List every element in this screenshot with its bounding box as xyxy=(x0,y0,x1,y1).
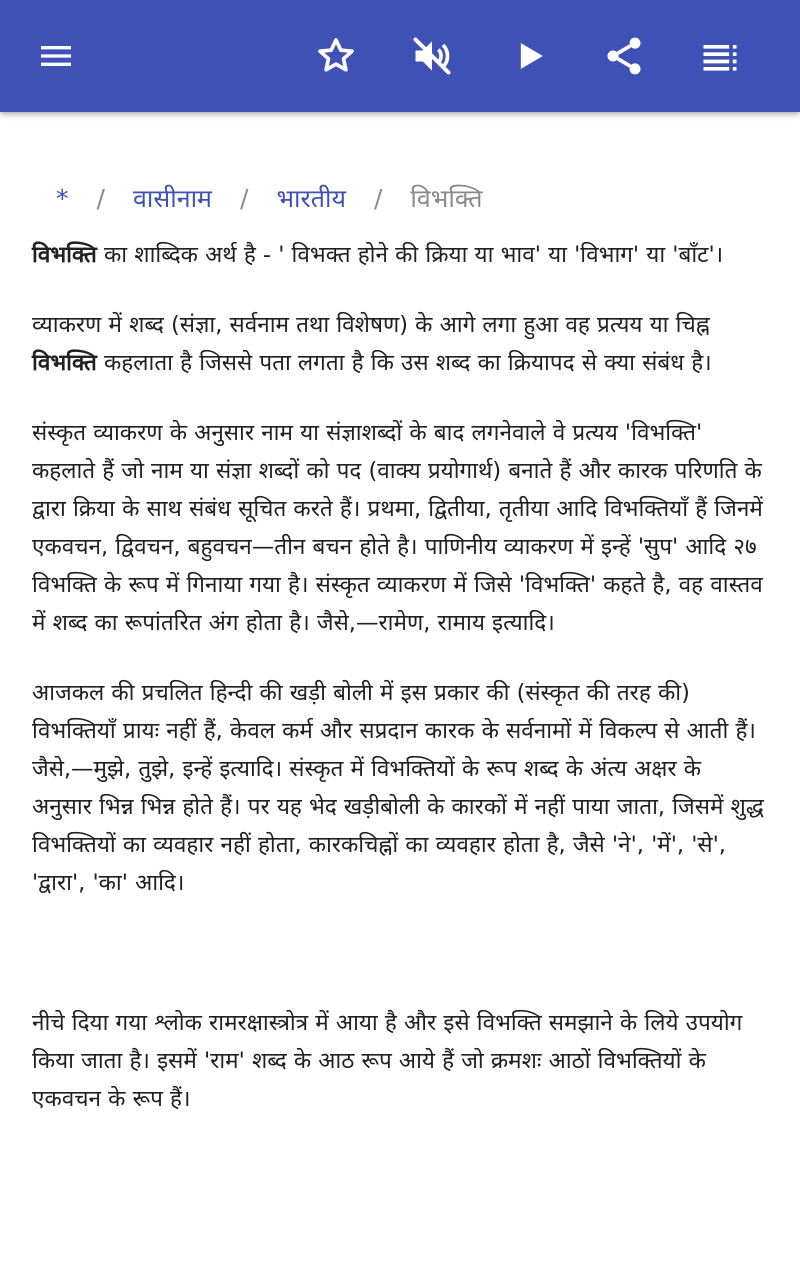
playlist-button[interactable] xyxy=(692,28,748,84)
paragraph-2 xyxy=(32,306,768,382)
breadcrumb-separator: / xyxy=(373,183,383,213)
menu-icon xyxy=(36,36,76,76)
breadcrumb-current: विभक्ति xyxy=(410,184,483,213)
term-bold: विभक्ति xyxy=(32,242,97,268)
paragraph-3: संस्कृत व्याकरण के अनुसार नाम या संज्ञाशब्दों के बाद लगनेवाले वे प्रत्यय 'विभक्ति' कहलाते हैं जो नाम या संज्ञा शब्दों को पद (वाक्य प्रयोगार्थ) बनाते हैं और कारक परिणति के द्वारा क्रिया के साथ संबंध सूचित करते हैं। प्रथमा, द्वितीया, तृतीया आदि विभक्तियाँ हैं जिनमें एकवचन, द्विवचन, बहुवचन—तीन बचन होते है। पाणिनीय व्याकरण में इन्हें 'सुप' आदि २७ विभक्ति के रूप में गिनाया गया है। संस्कृत व्याकरण में जिसे 'विभक्ति' कहते है, वह वास्तव में शब्द का रूपांतरित अंग होता है। जैसे,—रामेण, रामाय इत्यादि। xyxy=(32,420,763,636)
breadcrumb-separator: / xyxy=(96,183,105,213)
paragraph-text: का शाब्दिक अर्थ है - ' विभक्त होने की क्रिया या भाव' या 'विभाग' या 'बाँट'। xyxy=(96,242,724,268)
breadcrumb xyxy=(32,178,768,218)
article-content xyxy=(32,112,768,1118)
breadcrumb-item-vasinam[interactable]: वासीनाम xyxy=(132,184,212,213)
paragraph-5: नीचे दिया गया श्लोक रामरक्षास्त्रोत्र में आया है और इसे विभक्ति समझाने के लिये उपयोग किया जाता है। इसमें 'राम' शब्द के आठ रूप आये हैं जो क्रमशः आठों विभक्तियों के एकवचन के रूप हैं। xyxy=(32,1010,743,1112)
paragraph-4: आजकल की प्रचलित हिन्दी की खड़ी बोली में इस प्रकार की (संस्कृत की तरह की) विभक्तियाँ प्रायः नहीं हैं, केवल कर्म और सप्रदान कारक के सर्वनामों में विकल्प से आती हैं। जैसे,—मुझे, तुझे, इन्हें इत्यादि। संस्कृत में विभक्तियों के रूप शब्द के अंत्य अक्षर के अनुसार भिन्न भिन्न होते हैं। पर यह भेद खड़ीबोली के कारकों में नहीं पाया जाता, जिसमें शुद्ध विभक्तियों का व्यवहार नहीं होता, कारकचिह्नों का व्यवहार होता है, जैसे 'ने', 'में', 'से', 'द्वारा', 'का' आदि। xyxy=(32,680,764,896)
share-icon xyxy=(602,34,646,78)
play-button[interactable] xyxy=(502,28,558,84)
breadcrumb-home[interactable]: * xyxy=(56,183,69,213)
paragraph-text: व्याकरण में शब्द (संज्ञा, सर्वनाम तथा विशेषण) के आगे लगा हुआ वह प्रत्यय या चिह्न xyxy=(32,312,710,338)
paragraph-text: कहलाता है जिससे पता लगता है कि उस शब्द का क्रियापद से क्या संबंध है। xyxy=(96,350,712,376)
play-icon xyxy=(508,34,552,78)
share-button[interactable] xyxy=(596,28,652,84)
favorite-button[interactable] xyxy=(308,28,364,84)
mute-button[interactable] xyxy=(404,28,460,84)
term-bold: विभक्ति xyxy=(32,350,97,376)
playlist-icon xyxy=(698,34,742,78)
breadcrumb-item-bharatiya[interactable]: भारतीय xyxy=(276,184,346,213)
menu-button[interactable] xyxy=(28,28,84,84)
volume-off-icon xyxy=(410,34,454,78)
star-icon xyxy=(314,34,358,78)
app-bar xyxy=(0,0,800,112)
paragraph-1 xyxy=(32,236,768,274)
breadcrumb-separator: / xyxy=(240,183,249,213)
